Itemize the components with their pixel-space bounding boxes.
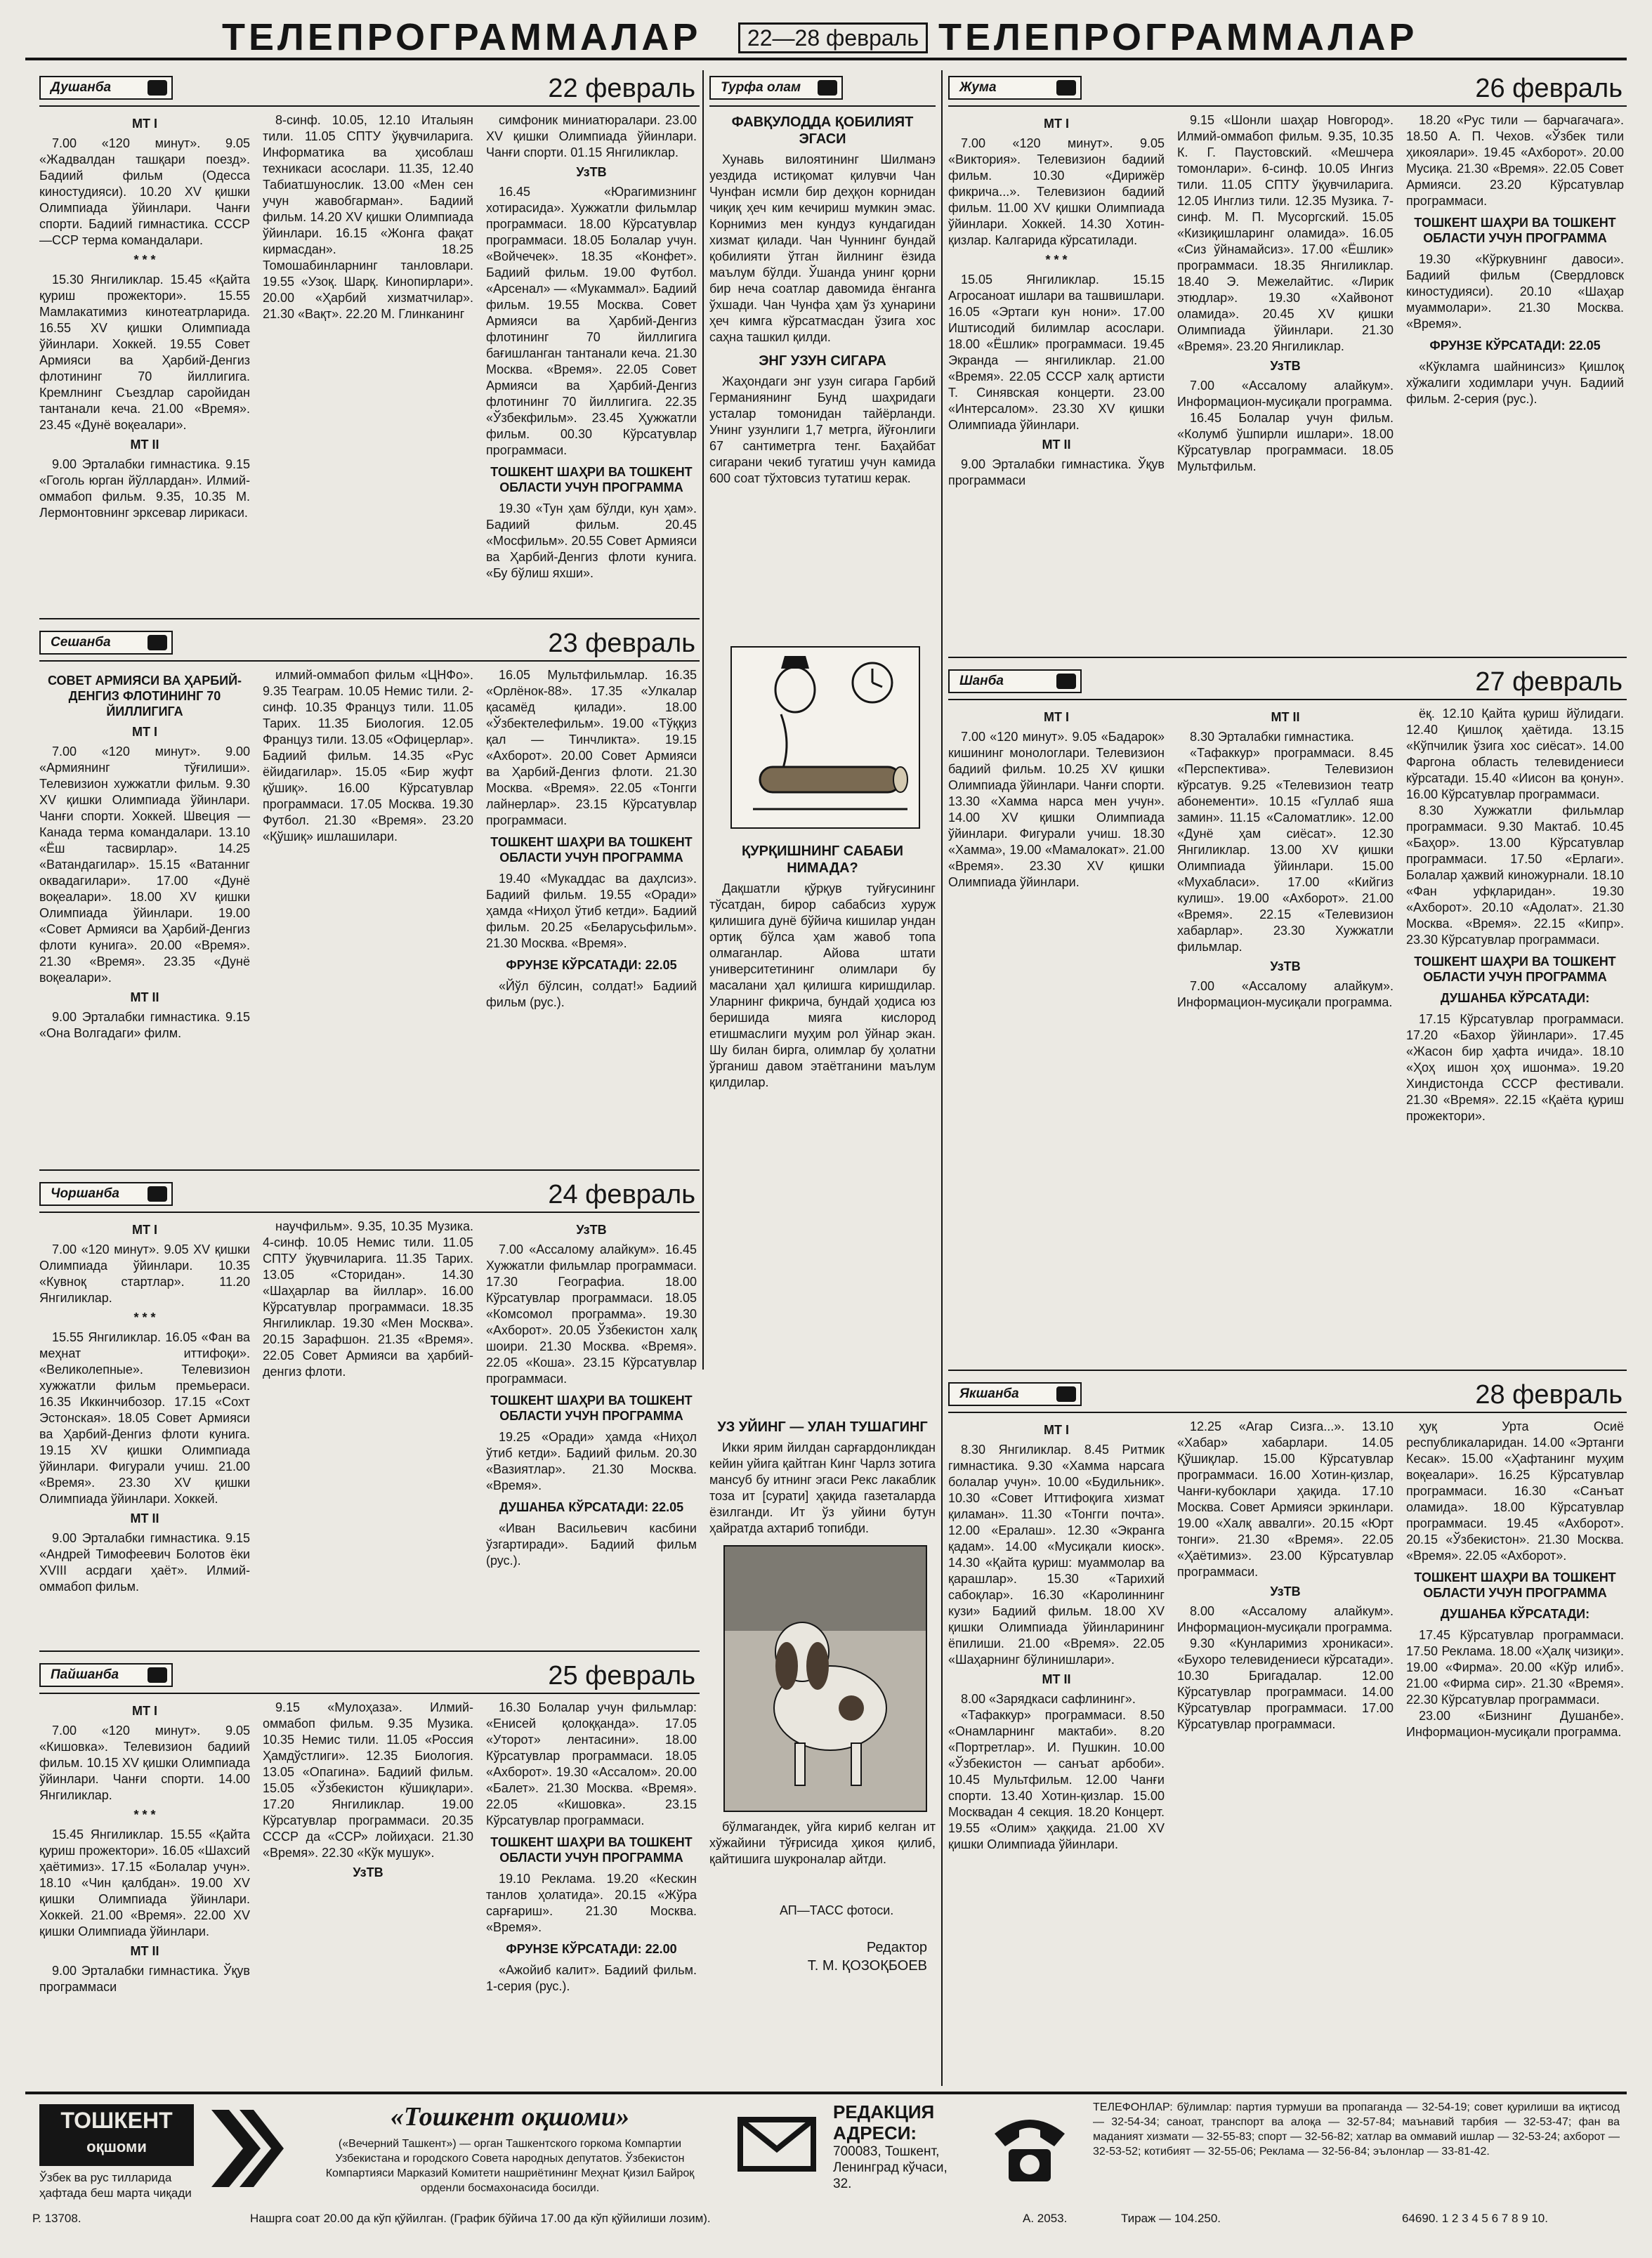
masthead-title-left: ТЕЛЕПРОГРАММАЛАР	[222, 16, 702, 58]
section-subhead: ТОШКЕНТ ШАҲРИ ВА ТОШКЕНТ ОБЛАСТИ УЧУН ПРОГРАММА	[490, 835, 693, 865]
program-listing: 9.00 Эрталабки гимнастика. Ўқув программаси	[39, 1964, 250, 1994]
article-title: УЗ УЙИНГ — УЛАН ТУШАГИНГ	[717, 1419, 928, 1435]
chevron-icon	[208, 2103, 285, 2194]
editor-name: Т. М. ҚОЗОҚБОЕВ	[807, 1958, 927, 1974]
program-listing: 19.30 «Тун ҳам бўлди, кун ҳам». Бадиий фильм. 20.45 «Мосфильм». 20.55 Совет Армияси ва Ҳарбий-Денгиз флоти кунига. «Бу бўлиш яхши».	[486, 501, 697, 580]
tv-icon	[1056, 674, 1076, 689]
program-listing: 18.20 «Рус тили — барчагачага». 18.50 А. П. Чехов. «Ўзбек тили ҳикоялари». 19.45 «Ахборот». 20.00 Мусиқа. 21.30 «Время». 22.05 Совет Армияси. 23.20 Кўрсатувлар программаси.	[1406, 113, 1624, 208]
paper-name: «Тошкент оқшоми»	[390, 2102, 630, 2132]
article-title: ФАВҚУЛОДДА ҚОБИЛИЯТ ЭГАСИ	[731, 114, 914, 147]
section-subhead: ФРУНЗЕ КЎРСАТАДИ: 22.00	[506, 1942, 677, 1956]
day-tag: Сешанба	[39, 631, 173, 655]
program-listing: 9.15 «Мулоҳаза». Илмий-оммабоп фильм. 9.35 Музика. 10.35 Немис тили. 11.05 «Россия Ҳамдўстлиги». 12.35 Биология. 13.05 «Опагина». Бадиий фильм. 15.05 «Ўзбекистон кўшиқлари». 17.20 Янгиликлар. 19.00 Кўрсатувлар программаси. 20.35 СССР да «ССР» лойиҳаси. 21.30 «Время». 22.30 «Кўк мушук».	[263, 1700, 473, 1860]
program-listing: 16.05 Мультфильмлар. 16.35 «Орлёнок-88». 17.35 «Улкалар қасамёд қилади». 18.00 «Ўзбектелефильм». 19.00 «Тўққиз қал — Тинчликта». 19.15 «Ахборот». 20.00 Совет Армияси ва Ҳарбий-Денгиз флоти. 21.30 Москва. «Время». 22.05 «Тонгги лайнерлар». 23.15 Кўрсатувлар программаси.	[486, 668, 697, 827]
program-listing: 23.00 «Бизнинг Душанбе». Информацион-мусиқали программа.	[1406, 1709, 1624, 1739]
middle-article-dog	[709, 1412, 936, 1538]
section-subhead: ТОШКЕНТ ШАҲРИ ВА ТОШКЕНТ ОБЛАСТИ УЧУН ПРОГРАММА	[490, 465, 693, 494]
day-header	[39, 625, 700, 662]
program-listing: 15.05 Янгиликлар. 15.15 Агросаноат ишлари ва ташвишлари. 16.05 «Эртаги кун нони». 17.00 Иштисодий билимлар асослари. 18.00 «Ёшлик» программаси. 19.45 Экранда — янгиликлар. 21.00 «Время». 22.05 СССР халқ артисти Т. Синявская концерти. 23.00 «Интерсалом». 23.30 XV қишки Олимпиада ўйинлари.	[948, 273, 1165, 432]
channel-label: МТ I	[132, 1704, 157, 1718]
day-tag: Душанба	[39, 76, 173, 100]
separator: * * *	[1045, 253, 1068, 267]
day-date: 27 февраль	[1475, 667, 1622, 697]
day-thursday	[39, 1658, 700, 2086]
program-listing: 8.30 Хужжатли фильмлар программаси. 9.30 Мактаб. 10.45 «Баҳор». 13.00 Кўрсатувлар программаси. 17.50 «Ерлаги». Болалар ҳажвий киножурнали. 18.10 «Фан уфқларидан». 19.30 «Ахборот». 20.10 «Адолат». 21.30 Москва. «Время». 22.15 «Кипр». 23.30 Кўрсатувлар программаси.	[1406, 803, 1624, 947]
redaction-address	[833, 2101, 959, 2192]
channel-label: УзТВ	[1270, 1584, 1301, 1599]
imprint-edition: Нашрга соат 20.00 да кўп қўйилган. (График бўйича 17.00 да кўп қўйилиши лозим).	[250, 2212, 711, 2225]
day-header	[39, 1658, 700, 1694]
program-listing: 7.00 «Ассалому алайкум». Информацион-мусиқали программа.	[1177, 379, 1394, 409]
section-subhead: ФРУНЗЕ КЎРСАТАДИ: 22.05	[506, 958, 677, 972]
section-subhead: ТОШКЕНТ ШАҲРИ ВА ТОШКЕНТ ОБЛАСТИ УЧУН ПРОГРАММА	[490, 1835, 693, 1865]
program-listing: 19.40 «Мукаддас ва даҳлсиз». Бадиий фильм. 19.55 «Оради» ҳамда «Ниҳол ўтиб кетди». Бадиий фильм. 20.25 «Беларусьфильм». 21.30 Москва. «Время».	[486, 872, 697, 950]
program-listing: 7.00 «120 минут». 9.05 «Виктория». Телевизион бадиий фильм. 10.30 «Дирижёр фикрича...». Телевизион бадиий фильм. 11.00 XV қишки Олимпиада ўйинлари. Хоккей. 14.30 Хотин-қизлар. Калгарида кўрсатилади.	[948, 136, 1165, 247]
section-subhead: ТОШКЕНТ ШАҲРИ ВА ТОШКЕНТ ОБЛАСТИ УЧУН ПРОГРАММА	[1414, 216, 1616, 245]
program-listing: 7.00 «120 минут». 9.05 «Жадвалдан ташқари поезд». Бадиий фильм (Одесса киностудияси). 10.20 XV қишки Олимпиада ўйинлари. Чанғи спорти. Бадиий гимнастика. СССР—ССР терма командалари.	[39, 136, 250, 247]
imprint-order: А. 2053.	[1023, 2212, 1068, 2225]
channel-label: УзТВ	[1270, 359, 1301, 373]
channel-label: МТ I	[132, 117, 157, 131]
day-date: 22 февраль	[548, 74, 695, 103]
article-title: ЭНГ УЗУН СИГАРА	[759, 353, 886, 369]
day-date: 24 февраль	[548, 1180, 695, 1209]
program-listing: «Кўкламга шайнинсиз» Қишлоқ хўжалиги ходимлари учун. Бадиий фильм. 2-серия (рус.).	[1406, 360, 1624, 406]
masthead-dates: 22—28 февраль	[738, 22, 928, 53]
dog-photo	[723, 1545, 927, 1812]
program-listing: «Тафаккур» программаси. 8.50 «Онамларнинг мактаби». 8.20 «Портретлар». И. Пушкин. 10.00 «Ўзбекистон — санъат арбоби». 10.45 Мультфильм. 12.00 Чанғи спорти. 13.40 Хотин-қизлар. 15.00 Москвадан 4 секция. 18.20 Концерт. 19.55 «Олим» ҳаққида. 21.00 XV қишки Олимпиада ўйинлари.	[948, 1708, 1165, 1851]
day-header	[948, 664, 1627, 700]
article-body: Жаҳондаги энг узун сигара Гарбий Германиянинг Бунд шаҳридаги усталар томонидан тайёрланди. Унинг узунлиги 1,7 метрга, йўғонлиги 67 сантиметрга тенг. Баҳайбат сигарани чекиб тугатиш учун камида 600 соат тўхтовсиз тутатиш керак.	[709, 374, 936, 485]
day-tag: Шанба	[948, 669, 1082, 693]
day-saturday	[948, 664, 1627, 1366]
program-listing: 7.00 «120 минут». 9.05 «Бадарок» кишининг монологлари. Телевизион бадиий фильм. 10.25 XV қишки Олимпиада ўйинлари. Чанғи спорти. 13.30 «Хамма нарса мен учун». 14.00 XV қишки Олимпиада ўйинлари. Фигурали учиш. 18.30 «Хамма», 19.00 «Мамалокат». 21.00 «Время». 23.30 XV қишки Олимпиада ўйинлари.	[948, 730, 1165, 889]
program-listing: 7.00 «Ассалому алайкум». 16.45 Хужжатли фильмлар программаси. 17.30 Географиа. 18.00 Кўрсатувлар программаси. 18.05 «Комсомол программа». 19.30 «Ахборот». 20.05 Ўзбекистон халқ шоири. 21.30 Москва. «Время». 22.05 «Коша». 23.15 Кўрсатувлар программаси.	[486, 1242, 697, 1386]
channel-label: МТ I	[132, 1223, 157, 1237]
program-listing: 12.25 «Агар Сизга...». 13.10 «Хабар» хабарлари. 14.05 Қўшиқлар. 15.00 Кўрсатувлар программаси. 16.00 Хотин-қизлар, Чанғи-кубоклари ҳақида. 17.10 Москва. Совет Армияси эркинлари. 19.00 «Халқ аввалги». 20.15 «Юрт тонги». 21.30 «Время». 22.05 «Ҳаётимиз». 23.00 Кўрсатувлар программаси.	[1177, 1419, 1394, 1579]
program-listing: 7.00 «120 минут». 9.00 «Армиянинг тўғилиши». Телевизион хужжатли фильм. 9.30 XV қишки Олимпиада ўйинлари. Чанғи спорти. Хоккей. Швеция — Канада терма командалари. 13.10 «Ёш тасвирлар». 14.25 «Ватандагилар». 15.15 «Ватанниг оквадагилари». 17.00 «Дунё воқеалари». 18.00 XV қишки Олимпиада ўйинлари. 19.00 «Совет Армияси ва Ҳарбий-Денгиз флоти кунига». 20.00 «Время». 21.30 «Время». 23.35 «Дунё воқеалари».	[39, 744, 250, 985]
program-listing: «Иван Васильевич касбини ўзгартиради». Бадиий фильм (рус.).	[486, 1521, 697, 1568]
section-divider	[39, 1650, 700, 1652]
section-subhead: ДУШАНБА КЎРСАТАДИ:	[1440, 1607, 1590, 1621]
photo-caption: бўлмагандек, уйга кириб келган ит хўжайини тўғрисида ҳикоя қилиб, қайтишига шукроналар айтди.	[709, 1820, 936, 1866]
channel-label: МТ II	[130, 438, 159, 452]
imprint-index: 64690. 1 2 3 4 5 6 7 8 9 10.	[1402, 2212, 1548, 2225]
program-listing: 15.45 Янгиликлар. 15.55 «Қайта қуриш прожектори». 16.05 «Шахсий ҳаётимиз». 17.15 «Болалар учун». 18.10 «Чин қалбдан». 19.00 XV қишки Олимпиада ўйинлари. Хоккей. 21.00 «Время». 22.00 XV қишки Олимпиада ўйинлари.	[39, 1827, 250, 1938]
channel-label: УзТВ	[576, 1223, 607, 1237]
section-subhead: ДУШАНБА КЎРСАТАДИ:	[1440, 991, 1590, 1005]
program-listing: 8.30 Янгиликлар. 8.45 Ритмик гимнастика. 9.30 «Хамма нарсага болалар учун». 10.00 «Будильник». 10.30 «Совет Иттифоқига хизмат қиламан». 11.30 «Тонгги почта». 12.00 «Ералаш». 12.30 «Экранга қадам». 14.00 «Мусиқали киоск». 14.30 «Қайта қуриш: муаммолар ва қарашлар». 15.30 «Тарихий сабоқлар». 16.30 «Каролиннинг кузи» Бадиий фильм. 18.00 XV қишки Олимпиада ўйинларининг ёпилиши. 21.00 «Время». 22.05 «Шаҳарнинг бўлинишлари».	[948, 1443, 1165, 1667]
day-wednesday	[39, 1176, 700, 1647]
separator: * * *	[133, 1311, 156, 1325]
section-divider	[948, 657, 1627, 658]
program-listing: 8.00 «Ассалому алайкум». Информацион-мусиқали программа.	[1177, 1604, 1394, 1634]
section-subhead: СОВЕТ АРМИЯСИ ВА ҲАРБИЙ-ДЕНГИЗ ФЛОТИНИНГ 70 ЙИЛЛИГИГА	[47, 674, 242, 718]
section-subhead: ДУШАНБА КЎРСАТАДИ: 22.05	[499, 1500, 684, 1514]
program-listing: 17.15 Кўрсатувлар программаси. 17.20 «Бахор ўйинлари». 17.45 «Жасон бир ҳафта ичида». 18.10 «Ҳоҳ ишон ҳоҳ ишонма». 19.20 Хиндистонда СССР фестивали. 21.30 «Время». 22.15 «Қаёта қуриш прожектори».	[1406, 1012, 1624, 1123]
logo-description: Ўзбек ва рус тилларида ҳафтада беш марта чиқади	[39, 2171, 192, 2200]
article-body: Дақшатли қўрқув туйғусининг тўсатдан, бирор сабабсиз хуруж қилишига дунё бўйича кишилар ундан ортиқ бўлса ҳам жавоб топа олмаганлар. Айова штати университетининг олимлари бу масалани ҳал қилишга киришдилар. Уларнинг фикрича, бундай ҳодиса юз беришида мияга кислород етишмаслиги муҳим рол ўйнар экан. Шу билан бирга, олимлар бу ҳолатни ўрганиш давом этаётганини маълум қилдилар.	[709, 881, 936, 1089]
program-listing: 17.45 Кўрсатувлар программаси. 17.50 Реклама. 18.00 «Ҳалқ чизиқи». 19.00 «Фирма». 20.00 «Кўр илиб». 21.00 «Фирма сир». 21.30 «Время». 22.30 Кўрсатувлар программаси.	[1406, 1628, 1624, 1707]
program-listing: 8-синф. 10.05, 12.10 Италыян тили. 11.05 СПТУ ўқувчиларига. Информатика ва ҳисоблаш техникаси асослари. 11.35, 12.40 Табиатшунослик. 13.00 «Мен сен учун жавобгарман». Бадиий фильм. 14.20 XV қишки Олимпиада ўйинлари. 16.15 «Жонга фақат кирмасдан». 18.25 Томошабинларнинг танловлари. 19.55 «Узоқ. Шарқ. Кинопирлари». 20.00 «Ҳарбий хизматчилар». 21.30 «Вақт». 22.20 М. Глинканинг	[263, 113, 473, 321]
program-listing: 16.30 Болалар учун фильмлар: «Енисей қолоққанда». 17.05 «Утоpoт» лентасини». 18.00 Кўрсатувлар программаси. 18.05 «Ахборот». 19.30 «Ассалом». 20.00 «Балет». 21.30 Москва. «Время». 22.05 «Кишовка». 23.15 Кўрсатувлар программаси.	[486, 1700, 697, 1827]
tv-icon	[1056, 80, 1076, 96]
program-listing: 8.30 Эрталабки гимнастика.	[1190, 730, 1354, 744]
program-listing: симфоник миниатюралари. 23.00 XV қишки Олимпиада ўйинлари. Чанғи спорти. 01.15 Янгиликлар.	[486, 113, 697, 159]
redaction-addr: 700083, Тошкент, Ленинград кўчаси, 32.	[833, 2144, 948, 2191]
program-listing: «Йўл бўлсин, солдат!» Бадиий фильм (рус.).	[486, 979, 697, 1009]
day-header	[39, 70, 700, 107]
section-subhead: ТОШКЕНТ ШАҲРИ ВА ТОШКЕНТ ОБЛАСТИ УЧУН ПРОГРАММА	[1414, 1570, 1616, 1600]
channel-label: МТ II	[130, 1944, 159, 1958]
masthead	[25, 15, 1627, 60]
program-listing: 19.30 «Кўркувнинг давоси». Бадиий фильм (Свердловск киностудияси). 20.10 «Шаҳар муаммолари». 21.30 Москва. «Время».	[1406, 252, 1624, 331]
channel-label: УзТВ	[353, 1865, 383, 1879]
day-monday	[39, 70, 700, 615]
channel-label: МТ II	[1042, 1672, 1071, 1686]
program-listing: 19.25 «Оради» ҳамда «Ниҳол ўтиб кетди». Бадиий фильм. 20.30 «Вазиятлар». 21.30 Москва. «Время».	[486, 1430, 697, 1492]
program-listing: илмий-оммабоп фильм «ЦНФо». 9.35 Теаграм. 10.05 Немис тили. 2-синф. 10.35 Француз тили. 11.05 Тарих. 11.35 Биология. 12.05 Француз тили. 13.05 «Офицерлар». Бадиий фильм. 14.35 «Рус ёйидагилар». 15.05 «Бир жуфт қўшиқ». 16.00 Кўрсатувлар программаси. 17.05 Москва. 19.30 Футбол. 21.30 «Время». 23.20 «Қўшиқ» ишлашилари.	[263, 668, 473, 844]
channel-label: МТ II	[130, 1511, 159, 1525]
logo-top: ТОШКЕНТ	[60, 2108, 173, 2133]
column-divider	[702, 70, 704, 1370]
program-listing: научфильм». 9.35, 10.35 Музика. 4-синф. 10.05 Немис тили. 11.05 СПТУ ўқувчиларига. 11.35 Тарих. 13.05 «Сторидан». 14.30 «Шаҳарлар ва йиллар». 16.00 Кўрсатувлар программаси. 18.35 Янгиликлар. 19.30 «Мен Москва». 20.15 Зарафшон. 21.35 «Время». 22.05 Совет Армияси ва ҳарбий-денгиз флоти.	[263, 1219, 473, 1379]
paper-description: («Вечерний Ташкент») — орган Ташкентского горкома Компартии Узбекистана и городского Совета народных депутатов. Ўзбекистон Компартияси Марказий Комитети нашриётининг Меҳнат Қизил Байроқ орденли босмахонасида босилди.	[325, 2138, 695, 2194]
day-sunday	[948, 1377, 1627, 2086]
editor-block	[738, 1938, 927, 1975]
article-body: Хунавь вилоятининг Шилманэ уездида истиқомат қилувчи Чан Чунфан исмли бир деҳқон корнидан чиқиқ ҳеч ким кечириш мумкин эмас. Корнимиз мен кундуз кундагидан хизмат қилади. Чан Чуннинг бундай қобилияти ўтган йилнинг ёзида маълум бўлди. Ўшанда унинг қорни бир неча соатлар давомида ёнганга ўхшади. Чан Чунфа ҳам ўз ҳунарини ҳеч кимга кўрсатмасдан ўзига хос саҳна ташкил қилди.	[709, 152, 936, 344]
program-listing: 7.00 «Ассалому алайкум». Информацион-мусиқали программа.	[1177, 979, 1394, 1009]
tv-icon	[148, 1667, 167, 1683]
program-listing: 9.00 Эрталабки гимнастика. 9.15 «Она Волгадаги» филм.	[39, 1010, 250, 1040]
tv-icon	[148, 1186, 167, 1202]
masthead-title-right: ТЕЛЕПРОГРАММАЛАР	[938, 16, 1418, 58]
channel-label: МТ I	[1044, 1423, 1069, 1437]
day-tag: Жума	[948, 76, 1082, 100]
channel-label: УзТВ	[1270, 959, 1301, 973]
program-listing: «Тафаккур» программаси. 8.45 «Перспектива». Телевизион кўрсатув. 9.25 «Телевизион театр абонементи». 10.15 «Гуллаб яша замин». 11.15 «Саломатлик». 12.00 «Дунё ҳам сиёсат». 12.30 Янгиликлар. 13.00 XV қишки Олимпиада ўйинлари. 15.00 «Мухабласи». 17.00 «Кийгиз кулиш». 19.00 «Ахборот». 21.00 «Время». 22.15 «Телевизион хабарлар». 23.30 Хужжатли фильмлар.	[1177, 746, 1394, 954]
program-listing: ҳуқ Урта Осиё республикаларидан. 14.00 «Эртанги Кесак». 15.00 «Ҳафтанинг муҳим воқеалари». 16.25 Кўрсатувлар программаси. 16.30 «Санъат оламида». 18.00 Кўрсатувлар программаси. 19.45 «Ахборот». 20.15 «Ўзбекистон». 21.30 Москва. «Время». 22.05 «Ахборот».	[1406, 1419, 1624, 1563]
program-listing: 16.45 «Юрагимизнинг хотирасида». Хужжатли фильмлар программаси. 18.00 Кўрсатувлар программаси. 18.05 Болалар учун. «Войчечек». 18.35 «Конфет». Бадиий фильм. 19.00 Футбол. «Арсенал» — «Мукаммал». Бадиий фильм. 19.55 Москва. Совет Армияси ва Ҳарбий-Денгиз флотининг 70 йиллигига бағишланган тантанали кеча. 21.30 Москва. «Время». 22.05 Совет Армияси ва Ҳарбий-Денгиз флотининг 70 йиллигига. 22.35 «Ўзбекфильм». 23.45 Ҳужжатли фильм. 00.30 Кўрсатувлар программаси.	[486, 185, 697, 457]
imprint-circulation: Тираж — 104.250.	[1121, 2212, 1221, 2225]
channel-label: МТ I	[1044, 117, 1069, 131]
logo-bottom: оқшоми	[86, 2138, 147, 2155]
channel-label: УзТВ	[576, 165, 607, 179]
redaction-head: РЕДАКЦИЯ АДРЕСИ:	[833, 2101, 935, 2144]
channel-label: МТ II	[130, 990, 159, 1004]
newspaper-logo	[39, 2104, 194, 2166]
tv-icon	[818, 80, 837, 96]
channel-label: МТ II	[1042, 438, 1071, 452]
photo-credit: АП—ТАСС фотоси.	[780, 1903, 894, 1917]
program-listing: 7.00 «120 минут». 9.05 «Кишовка». Телевизион бадиий фильм. 10.15 XV қишки Олимпиада ўйинлари. Чанғи спорти. 14.00 Янгиликлар.	[39, 1724, 250, 1802]
day-tag: Чоршанба	[39, 1182, 173, 1206]
program-listing: 15.55 Янгиликлар. 16.05 «Фан ва меҳнат иттифоқи». «Великолепные». Телевизион хужжатли фильм премьераси. 16.35 Иккинчибозор. 17.15 «Сохт Эстонская». 18.05 Совет Армияси ва Ҳарбий-Денгиз флоти кунига. 19.15 XV қишки Олимпиада ўйинлари. Фигурали учиш. 21.00 «Время». 23.30 XV қишки Олимпиада ўйинлари. Хоккей.	[39, 1330, 250, 1506]
channel-label: МТ II	[1271, 710, 1300, 724]
section-subhead: ТОШКЕНТ ШАҲРИ ВА ТОШКЕНТ ОБЛАСТИ УЧУН ПРОГРАММА	[490, 1393, 693, 1423]
section-header	[709, 70, 936, 107]
section-subhead: ТОШКЕНТ ШАҲРИ ВА ТОШКЕНТ ОБЛАСТИ УЧУН ПРОГРАММА	[1414, 954, 1616, 984]
day-header	[948, 70, 1627, 107]
day-tag: Пайшанба	[39, 1663, 173, 1687]
section-divider	[39, 1169, 700, 1171]
program-listing: 9.15 «Шонли шаҳар Новгород». Илмий-оммабоп фильм. 9.35, 10.35 К. Г. Паустовский. «Мешчера томонлари». 6-синф. 10.05 Ингиз тили. 11.05 СПТУ ўқувчиларига. 12.05 Инглиз тили. 12.35 Музика. 7-синф. М. П. Мусоргский. 15.05 «Кизиқишларинг оламида». 16.05 «Сиз ўйнамайсиз». 17.00 «Ёшлик» программаси. 18.35 Янгиликлар. 18.40 Э. Межелайтис. «Лирик этюдлар». 19.30 «Хайвонот оламида». 20.45 XV қишки Олимпиада ўйинлари. 21.30 «Время». 23.20 Янгиликлар.	[1177, 113, 1394, 353]
day-tuesday	[39, 625, 700, 1166]
day-date: 26 февраль	[1475, 74, 1622, 103]
program-listing: 9.00 Эрталабки гимнастика. Ўқув программаси	[948, 457, 1165, 487]
tv-icon	[148, 80, 167, 96]
middle-articles	[709, 836, 936, 1370]
program-listing: 9.00 Эрталабки гимнастика. 9.15 «Гоголь юрган йўллардан». Илмий-оммабоп фильм. 9.35, 10.35 М. Лермонтовнинг эрксевар лирикаси.	[39, 457, 250, 520]
day-header	[948, 1377, 1627, 1413]
dog-photo-image	[725, 1547, 926, 1811]
editor-label: Редактор	[866, 1940, 927, 1955]
program-listing: 15.30 Янгиликлар. 15.45 «Қайта қуриш прожектори». 15.55 Мамлакатимиз кинотеатрларида. 16.55 XV қишки Олимпиада ўйинлари. Хоккей. 19.55 Совет Армияси ва Ҳарбий-Денгиз флотининг 70 йиллигига. Кремлнинг Съездлар саройидан тантанали кеча. 21.00 «Время». 23.45 «Дунё воқеалари».	[39, 273, 250, 432]
day-header	[39, 1176, 700, 1213]
section-tag: Турфа олам	[709, 76, 843, 100]
day-date: 25 февраль	[548, 1661, 695, 1691]
envelope-icon	[735, 2106, 819, 2183]
day-date: 23 февраль	[548, 629, 695, 658]
imprint-code: Р. 13708.	[32, 2212, 81, 2225]
program-listing: «Ажойиб калит». Бадиий фильм. 1-серия (рус.).	[486, 1963, 697, 1993]
article-body: Икки ярим йилдан сарғардонликдан кейин уйига қайтган Кинг Чарлз зотига мансуб бу итнинг эгаси Рекс лакаблик тоза ит [сурати] ҳақида газеталарда ёзилганди. Ит ўз уйини бутун ҳайратда ахтариб топибди.	[709, 1440, 936, 1535]
footer	[25, 2092, 1627, 2229]
cigar-illustration	[732, 648, 919, 827]
separator: * * *	[133, 1808, 156, 1822]
section-subhead: ФРУНЗЕ КЎРСАТАДИ: 22.05	[1429, 339, 1601, 353]
program-listing: 9.30 «Кунларимиз хроникаси». «Бухоро телевидениеси кўрсатади». 10.30 Бригадалар. 12.00 Кўрсатувлар программаси. 14.00 Кўрсатувлар программаси. 17.00 Кўрсатувлар программаси.	[1177, 1636, 1394, 1731]
column-divider	[941, 70, 943, 2086]
section-divider	[948, 1370, 1627, 1371]
cigar-cartoon	[730, 646, 920, 829]
telephone-icon	[988, 2106, 1072, 2190]
program-listing: ёқ. 12.10 Қайта қуриш йўлидаги. 12.40 Қишлоқ ҳаётида. 13.15 «Кўпчилик ўзига хос сиёсат». 14.00 Фаргона область телевидениеси кўрсатади. 15.40 «Иисон ва қонун». 16.00 Кўрсатувлар программаси.	[1406, 707, 1624, 801]
separator: * * *	[133, 253, 156, 267]
article-title: ҚУРҚИШНИНГ САБАБИ НИМАДА?	[741, 844, 904, 876]
program-listing: 19.10 Реклама. 19.20 «Кескин танлов ҳолатида». 20.15 «Жўра сарғариш». 21.30 Москва. «Время».	[486, 1872, 697, 1934]
day-tag: Якшанба	[948, 1382, 1082, 1406]
photo-caption-block	[709, 1819, 936, 1903]
program-listing: 8.00 «Зарядкаси сафлининг».	[961, 1692, 1136, 1706]
tv-icon	[148, 635, 167, 650]
program-listing: 16.45 Болалар учун фильм. «Колумб ўшпирли ишлари». 18.00 Кўрсатувлар программаси. 18.05 Мультфильм.	[1177, 411, 1394, 473]
day-friday	[948, 70, 1627, 653]
day-date: 28 февраль	[1475, 1380, 1622, 1410]
tv-icon	[1056, 1386, 1076, 1402]
channel-label: МТ I	[1044, 710, 1069, 724]
phone-numbers: ТЕЛЕФОНЛАР: бўлимлар: партия турмуши ва пропаганда — 32-54-19; совет қурилиши ва иқтисод — 32-54-34; саноат, транспорт ва алоқа — 32-57-84; маънавий тарбия — 32-53-47; фан ва маданият хизмати — 32-55-83; спорт — 32-56-82; хатлар ва оммавий ишлар — 32-53-24; ахборот — 32-53-52; котибият — 32-55-06; Реклама — 32-56-84; эълонлар — 33-81-42.	[1093, 2101, 1620, 2158]
program-listing: 9.00 Эрталабки гимнастика. 9.15 «Андрей Тимофеевич Болотов ёки XVIII асрдаги ҳаёт». Илмий-оммабоп фильм.	[39, 1531, 250, 1594]
channel-label: МТ I	[132, 725, 157, 739]
program-listing: 7.00 «120 минут». 9.05 XV қишки Олимпиада ўйинлари. 10.35 «Кувноқ стартлар». 11.20 Янгиликлар.	[39, 1242, 250, 1305]
section-divider	[39, 618, 700, 619]
